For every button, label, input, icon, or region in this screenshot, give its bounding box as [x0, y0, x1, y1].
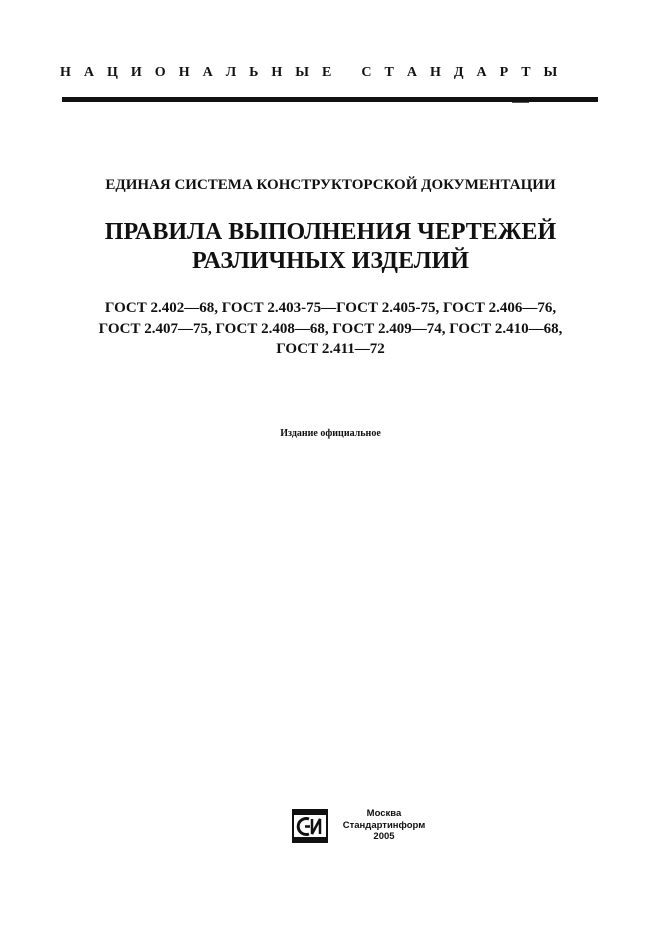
publisher-name: Стандартинформ [342, 819, 426, 831]
series-title: ЕДИНАЯ СИСТЕМА КОНСТРУКТОРСКОЙ ДОКУМЕНТАЦИИ [105, 177, 556, 193]
standards-line-2: ГОСТ 2.407—75, ГОСТ 2.408—68, ГОСТ 2.409—74, ГОСТ 2.410—68, [98, 320, 563, 337]
standards-line-3: ГОСТ 2.411—72 [276, 341, 385, 357]
publisher-year: 2005 [373, 831, 395, 842]
edition-note: Издание официальное [280, 428, 381, 439]
series-header-text [60, 64, 605, 82]
main-title-line-1: ПРАВИЛА ВЫПОЛНЕНИЯ ЧЕРТЕЖЕЙ [104, 219, 557, 245]
main-title [0, 218, 661, 276]
header-word-standards: С Т А Н Д А Р Т Ы [361, 65, 560, 80]
header-rule-tick [512, 102, 529, 103]
standards-list [0, 298, 661, 360]
series-header [0, 60, 661, 90]
standartinform-logo-icon [292, 809, 328, 843]
main-title-line-2: РАЗЛИЧНЫХ ИЗДЕЛИЙ [192, 248, 469, 274]
publisher-city: Москва [366, 808, 402, 819]
header-word-national: Н А Ц И О Н А Л Ь Н Ы Е [60, 65, 334, 80]
standards-line-1: ГОСТ 2.402—68, ГОСТ 2.403-75—ГОСТ 2.405-75, ГОСТ 2.406—76, [104, 300, 557, 316]
publisher-block [337, 808, 431, 843]
